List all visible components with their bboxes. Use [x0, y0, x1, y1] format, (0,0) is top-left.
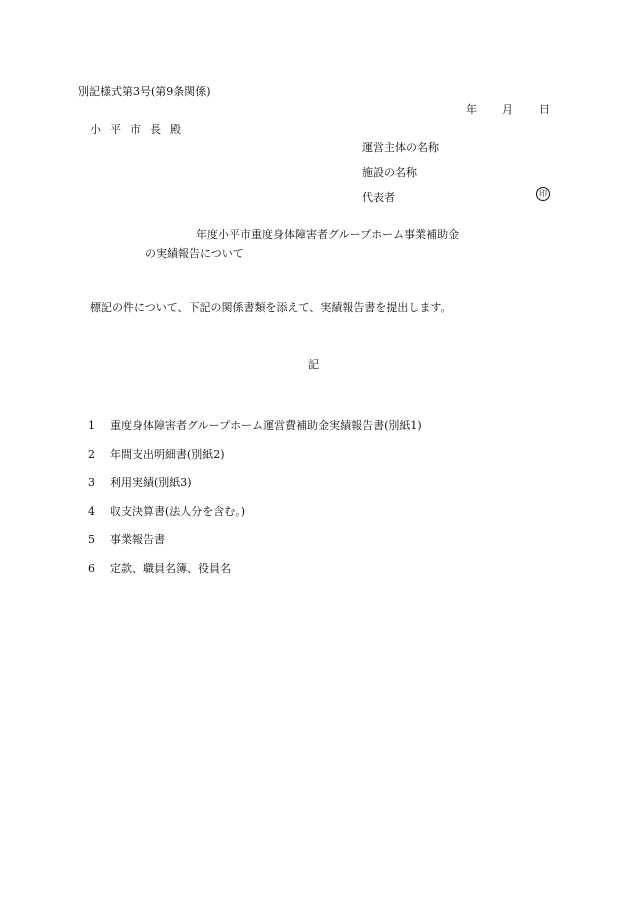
organization-name-label: 運営主体の名称: [362, 141, 439, 154]
list-item: [88, 534, 165, 545]
facility-name-label: 施設の名称: [362, 166, 417, 179]
list-item-text: 年間支出明細書(別紙2): [110, 448, 225, 461]
subject-line-1: 年度小平市重度身体障害者グループホーム事業補助金: [196, 228, 460, 241]
date-year-label: 年: [466, 103, 477, 116]
representative-label: 代表者: [362, 191, 395, 204]
addressee: 小平市長殿: [90, 123, 190, 136]
list-item-text: 定款、職員名簿、役員名: [110, 562, 231, 575]
list-item: [88, 477, 192, 488]
date-month-label: 月: [502, 103, 513, 116]
list-item-text: 収支決算書(法人分を含む。): [110, 505, 246, 518]
list-item: [88, 563, 231, 574]
list-item-text: 事業報告書: [110, 533, 165, 546]
list-item-number: 4: [88, 505, 95, 518]
list-item-text: 重度身体障害者グループホーム運営費補助金実績報告書(別紙1): [110, 419, 422, 432]
list-item: [88, 420, 422, 431]
seal-mark: 印: [536, 187, 550, 201]
list-item-number: 3: [88, 476, 95, 489]
list-item: [88, 449, 225, 460]
list-item-number: 5: [88, 533, 95, 546]
form-number-label: 別記様式第3号(第9条関係): [78, 85, 211, 98]
body-text: 標記の件について、下記の関係書類を添えて、実績報告書を提出します。: [90, 301, 452, 314]
list-item-number: 1: [88, 419, 95, 432]
subject-line-2: の実績報告について: [145, 247, 244, 260]
list-item-text: 利用実績(別紙3): [110, 476, 192, 489]
list-item-number: 2: [88, 448, 95, 461]
ki-heading: 記: [308, 358, 319, 371]
list-item-number: 6: [88, 562, 95, 575]
list-item: [88, 506, 245, 517]
date-day-label: 日: [539, 103, 550, 116]
